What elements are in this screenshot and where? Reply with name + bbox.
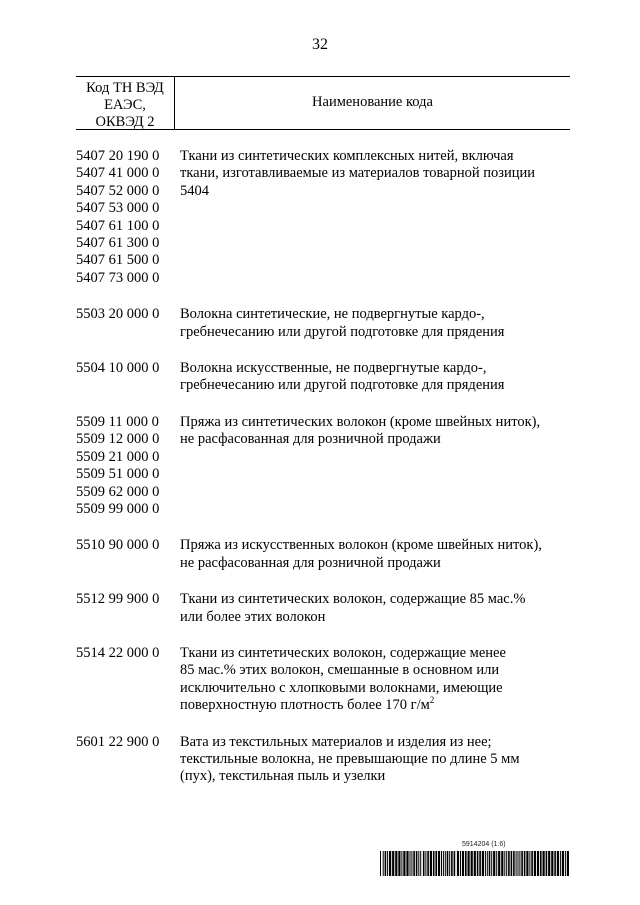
code-value: 5407 41 000 0 <box>76 165 160 182</box>
code-description <box>180 414 570 518</box>
code-list <box>76 360 180 395</box>
description-text: не расфасованная для розничной продажи <box>180 431 441 448</box>
table-row <box>76 591 570 626</box>
code-value: 5407 20 190 0 <box>76 148 160 164</box>
description-text: 5404 <box>180 182 209 199</box>
description-text: Ткани из синтетических волокон, содержащие менее <box>180 644 506 661</box>
code-value: 5509 99 000 0 <box>76 500 160 517</box>
description-text: исключительно с хлопковыми волокнами, имеющие <box>180 679 503 696</box>
code-value: 5512 99 900 0 <box>76 591 160 608</box>
description-text: Пряжа из синтетических волокон (кроме швейных ниток), <box>180 413 541 430</box>
table-row <box>76 148 570 287</box>
code-description <box>180 537 570 572</box>
code-value: 5407 61 100 0 <box>76 217 160 234</box>
description-line <box>180 537 570 554</box>
description-line <box>180 645 570 662</box>
code-list <box>76 645 180 715</box>
code-value: 5407 53 000 0 <box>76 200 160 217</box>
code-description <box>180 645 570 715</box>
table-row <box>76 306 570 341</box>
description-text: или более этих волокон <box>180 608 326 625</box>
code-description <box>180 306 570 341</box>
description-line <box>180 183 570 200</box>
code-value: 5407 61 500 0 <box>76 252 160 269</box>
description-line <box>180 414 570 431</box>
code-description <box>180 148 570 287</box>
code-value: 5510 90 000 0 <box>76 537 160 554</box>
description-text: Ткани из синтетических волокон, содержащие 85 мас.% <box>180 591 526 608</box>
code-value: 5514 22 000 0 <box>76 644 160 661</box>
table-row <box>76 734 570 786</box>
code-value: 5407 73 000 0 <box>76 269 160 286</box>
description-text: 85 мас.% этих волокон, смешанные в основном или <box>180 662 500 679</box>
description-line <box>180 591 570 608</box>
table-row <box>76 537 570 572</box>
description-text: гребнечесанию или другой подготовке для прядения <box>180 323 505 340</box>
description-text: поверхностную плотность более 170 г/м <box>180 697 430 714</box>
description-text: Пряжа из искусственных волокон (кроме швейных ниток), <box>180 537 542 554</box>
code-list <box>76 537 180 572</box>
description-text: текстильные волокна, не превышающие по длине 5 мм <box>180 750 520 767</box>
table-row <box>76 414 570 518</box>
description-line <box>180 734 570 751</box>
code-value: 5509 11 000 0 <box>76 413 159 430</box>
code-value: 5601 22 900 0 <box>76 733 160 750</box>
code-list <box>76 734 180 786</box>
header-code-line: ЕАЭС, <box>104 97 146 113</box>
description-line <box>180 768 570 785</box>
description-text: ткани, изготавливаемые из материалов товарной позиции <box>180 165 536 182</box>
code-description <box>180 734 570 786</box>
description-line <box>180 377 570 394</box>
description-text: гребнечесанию или другой подготовке для прядения <box>180 377 505 394</box>
code-value: 5503 20 000 0 <box>76 306 160 323</box>
description-line <box>180 609 570 626</box>
barcode-image <box>380 851 571 876</box>
code-value: 5509 12 000 0 <box>76 431 160 448</box>
code-value: 5407 61 300 0 <box>76 235 160 252</box>
code-list <box>76 306 180 341</box>
code-list <box>76 148 180 287</box>
description-text: Ткани из синтетических комплексных нитей, включая <box>180 148 514 164</box>
header-code-column <box>76 80 174 131</box>
code-value: 5407 52 000 0 <box>76 182 160 199</box>
table-header-top-rule <box>76 76 570 77</box>
description-line <box>180 697 570 714</box>
description-text: не расфасованная для розничной продажи <box>180 554 441 571</box>
code-description <box>180 591 570 626</box>
description-line <box>180 165 570 182</box>
code-table-body <box>76 148 570 805</box>
code-value: 5509 21 000 0 <box>76 448 160 465</box>
header-code-line: ОКВЭД 2 <box>95 114 155 130</box>
table-row <box>76 360 570 395</box>
description-line <box>180 431 570 448</box>
barcode-label: 5914204 (1.6) <box>462 841 506 848</box>
code-value: 5509 51 000 0 <box>76 466 160 483</box>
description-line <box>180 148 570 165</box>
description-text: Вата из текстильных материалов и изделия из нее; <box>180 733 492 750</box>
superscript-text: 2 <box>429 695 435 706</box>
description-line <box>180 751 570 768</box>
description-text: Волокна синтетические, не подвергнутые кардо-, <box>180 306 485 323</box>
header-name-column: Наименование кода <box>312 94 433 110</box>
code-value: 5504 10 000 0 <box>76 360 160 377</box>
code-description <box>180 360 570 395</box>
table-row <box>76 645 570 715</box>
code-value: 5509 62 000 0 <box>76 483 160 500</box>
description-line <box>180 680 570 697</box>
code-list <box>76 414 180 518</box>
description-line <box>180 360 570 377</box>
code-list <box>76 591 180 626</box>
description-line <box>180 306 570 323</box>
description-text: Волокна искусственные, не подвергнутые кардо-, <box>180 360 487 377</box>
table-header-bottom-rule <box>76 129 570 130</box>
description-line <box>180 662 570 679</box>
description-line <box>180 324 570 341</box>
description-text: (пух), текстильная пыль и узелки <box>180 768 386 785</box>
description-line <box>180 555 570 572</box>
page-number: 32 <box>312 36 328 53</box>
header-code-line: Код ТН ВЭД <box>86 80 164 96</box>
